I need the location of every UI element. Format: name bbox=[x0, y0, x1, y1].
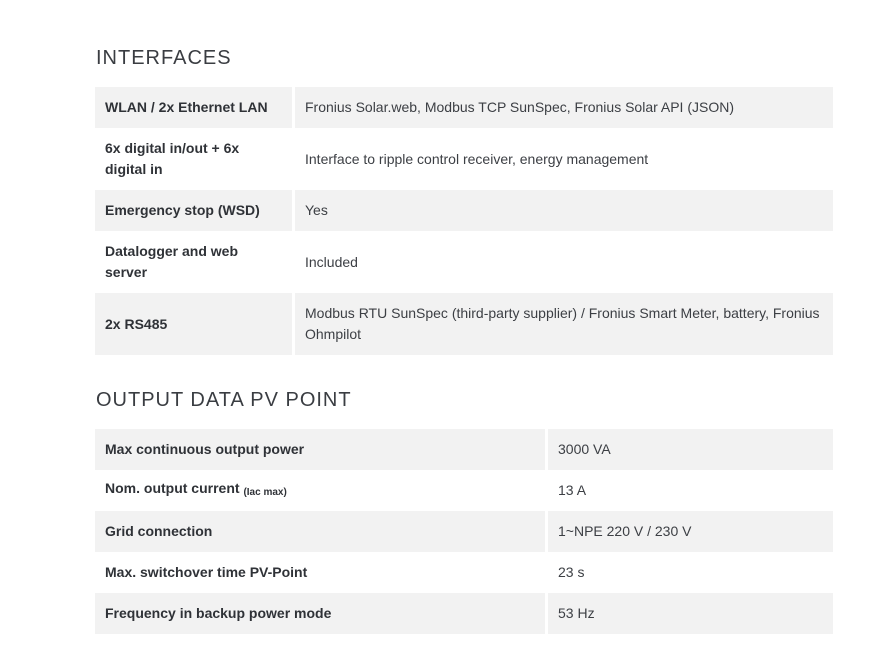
spec-value: Yes bbox=[295, 190, 833, 231]
spec-label: Nom. output current bbox=[105, 480, 240, 496]
spec-label: Emergency stop (WSD) bbox=[95, 190, 295, 231]
table-row bbox=[95, 293, 833, 355]
table-row bbox=[95, 552, 833, 593]
table-row bbox=[95, 87, 833, 128]
table-row bbox=[95, 128, 833, 190]
spec-label: Frequency in backup power mode bbox=[95, 593, 548, 634]
spec-value: Modbus RTU SunSpec (third-party supplier) / Fronius Smart Meter, battery, Fronius Ohmpilot bbox=[295, 293, 833, 355]
table-row bbox=[95, 511, 833, 552]
section-title-output-data-pv-point: OUTPUT DATA PV POINT bbox=[96, 389, 352, 411]
spec-value: 13 A bbox=[548, 470, 833, 511]
spec-value: 23 s bbox=[548, 552, 833, 593]
spec-label: Datalogger and web server bbox=[95, 231, 295, 293]
section-title-interfaces: INTERFACES bbox=[96, 47, 232, 69]
spec-value: 1~NPE 220 V / 230 V bbox=[548, 511, 833, 552]
spec-value: 53 Hz bbox=[548, 593, 833, 634]
output-data-table bbox=[95, 429, 833, 634]
table-row bbox=[95, 593, 833, 634]
spec-label: 6x digital in/out + 6x digital in bbox=[95, 128, 295, 190]
interfaces-table bbox=[95, 87, 833, 355]
table-row bbox=[95, 470, 833, 511]
spec-value: Included bbox=[295, 231, 833, 293]
spec-value: Fronius Solar.web, Modbus TCP SunSpec, Fronius Solar API (JSON) bbox=[295, 87, 833, 128]
table-row bbox=[95, 429, 833, 470]
spec-label: Max. switchover time PV-Point bbox=[95, 552, 548, 593]
spec-label: Grid connection bbox=[95, 511, 548, 552]
spec-label: 2x RS485 bbox=[95, 293, 295, 355]
spec-label: Max continuous output power bbox=[95, 429, 548, 470]
spec-value: Interface to ripple control receiver, energy management bbox=[295, 128, 833, 190]
table-row bbox=[95, 231, 833, 293]
spec-value: 3000 VA bbox=[548, 429, 833, 470]
spec-label-cell bbox=[95, 470, 548, 511]
table-row bbox=[95, 190, 833, 231]
spec-label: WLAN / 2x Ethernet LAN bbox=[95, 87, 295, 128]
spec-label-subscript: (Iac max) bbox=[243, 487, 287, 498]
